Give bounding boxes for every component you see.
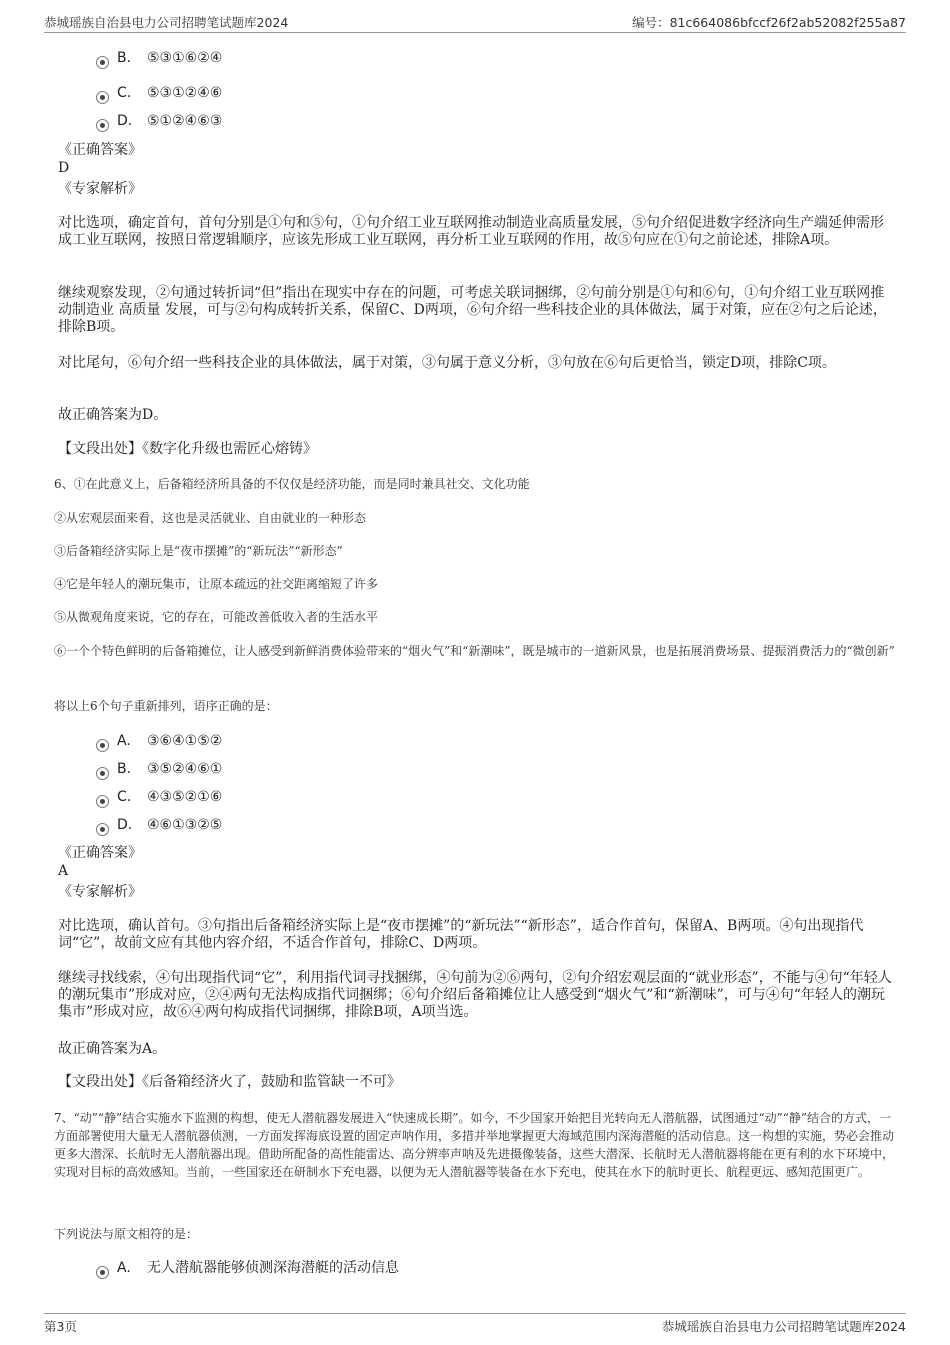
- radio-icon[interactable]: [96, 56, 109, 69]
- header-code: 编号：81c664086bfccf26f2ab52082f255a87: [632, 15, 906, 30]
- q5-analysis-p1: 对比选项，确定首句，首句分别是①句和⑤句，①句介绍工业互联网推动制造业高质量发展，⑤句介绍促进数字经济向生产端延伸需形成工业互联网，按照日常逻辑顺序，应该先形成工业互联网，再分析工业互联网的作用，故⑤句应在①句之前论述，排除A项。: [58, 215, 884, 248]
- q6-sentence-5: ⑤从微观角度来说，它的存在，可能改善低收入者的生活水平: [54, 610, 379, 624]
- option-text: ③⑥④①⑤②: [147, 733, 223, 749]
- option-text: ⑤③①②④⑥: [147, 85, 223, 101]
- q5-answer-label: 《正确答案》: [58, 142, 142, 158]
- footer-title: 恭城瑶族自治县电力公司招聘笔试题库2024: [661, 1319, 906, 1334]
- q6-answer: A: [58, 863, 69, 879]
- q6-analysis-p3: 故正确答案为A。: [58, 1041, 167, 1057]
- q7-option-a[interactable]: A. 无人潜航器能够侦测深海潜艇的活动信息: [96, 1258, 399, 1278]
- page-number: 第3页: [44, 1319, 77, 1334]
- header-title: 恭城瑶族自治县电力公司招聘笔试题库2024: [44, 15, 289, 30]
- radio-icon[interactable]: [96, 767, 109, 780]
- q5-option-d[interactable]: D. ⑤①②④⑥③: [96, 111, 222, 131]
- q6-analysis-p1: 对比选项，确认首句。③句指出后备箱经济实际上是“夜市摆摊”的“新玩法”“新形态”，适合作首句，保留A、B两项。④句出现指代词“它”，故前文应有其他内容介绍，不适合作首句，排除C、D两项。: [58, 918, 864, 951]
- q6-answer-label: 《正确答案》: [58, 845, 142, 861]
- q6-source: 【文段出处】《后备箱经济火了，鼓励和监管缺一不可》: [58, 1074, 401, 1090]
- option-text: 无人潜航器能够侦测深海潜艇的活动信息: [147, 1260, 399, 1276]
- q5-analysis-p2: 继续观察发现，②句通过转折词“但”指出在现实中存在的问题，可考虑关联词捆绑，②句前分别是①句和⑥句，①句介绍工业互联网推动制造业 高质量 发展，可与②句构成转折关系，保留C、D两项，⑥句介绍一些科技企业的具体做法，属于对策，应在②句之后论述，排除B项。: [58, 285, 887, 335]
- option-text: ③⑤②④⑥①: [147, 761, 223, 777]
- q6-sentence-2: ②从宏观层面来看，这也是灵活就业、自由就业的一种形态: [54, 511, 367, 525]
- q5-option-b[interactable]: B. ⑤③①⑥②④: [96, 48, 222, 68]
- radio-icon[interactable]: [96, 119, 109, 132]
- q6-sentence-4: ④它是年轻人的潮玩集市，让原本疏远的社交距离缩短了许多: [54, 577, 379, 591]
- q6-option-a[interactable]: A. ③⑥④①⑤②: [96, 731, 222, 751]
- q7-passage: 7、“动”“静”结合实施水下监测的构想，使无人潜航器发展进入“快速成长期”。如今，不少国家开始把目光转向无人潜航器，试图通过“动”“静”结合的方式，一方面部署使用大量无人潜航器侦测，一方面发挥海底设置的固定声呐作用，多措并举地掌握更大海域范围内深海潜艇的活动信息。这一构想的实施，势必会推动更多大潜深、长航时无人潜航器出现。借助所配备的高性能雷达、高分辨率声呐及先进摄像装备，这些大潜深、长航时无人潜航器将能在更有利的水下环境中，实现对目标的高效感知。当前，一些国家还在研制水下充电器，以便为无人潜航器等装备在水下充电，使其在水下的航时更长、航程更远、感知范围更广。: [54, 1111, 895, 1179]
- q6-analysis-label: 《专家解析》: [58, 884, 142, 900]
- option-text: ④③⑤②①⑥: [147, 789, 223, 805]
- q6-analysis-p2: 继续寻找线索，④句出现指代词“它”，利用指代词寻找捆绑，④句前为②⑥两句，②句介绍宏观层面的“就业形态”，不能与④句“年轻人的潮玩集市”形成对应，②④两句无法构成指代词捆绑；⑥句介绍后备箱摊位让人感受到“烟火气”和“新潮味”，可与④句“年轻人的潮玩集市”形成对应，故⑥④两句构成指代词捆绑，排除B项，A项当选。: [58, 970, 892, 1020]
- radio-icon[interactable]: [96, 823, 109, 836]
- q5-source: 【文段出处】《数字化升级也需匠心熔铸》: [58, 441, 317, 457]
- option-text: ⑤③①⑥②④: [147, 50, 223, 66]
- radio-icon[interactable]: [96, 795, 109, 808]
- q6-option-d[interactable]: D. ④⑥①③②⑤: [96, 815, 222, 835]
- option-text: ⑤①②④⑥③: [147, 113, 223, 129]
- page-header: [44, 10, 906, 33]
- q6-option-c[interactable]: C. ④③⑤②①⑥: [96, 787, 222, 807]
- q5-analysis-p3: 对比尾句，⑥句介绍一些科技企业的具体做法，属于对策，③句属于意义分析，③句放在⑥句后更恰当，锁定D项，排除C项。: [58, 355, 836, 371]
- q6-prompt: 将以上6个句子重新排列，语序正确的是：: [54, 699, 278, 713]
- q5-option-c[interactable]: C. ⑤③①②④⑥: [96, 83, 222, 103]
- q5-analysis-p4: 故正确答案为D。: [58, 407, 168, 423]
- page-footer: [44, 1313, 906, 1336]
- radio-icon[interactable]: [96, 739, 109, 752]
- radio-icon[interactable]: [96, 1266, 109, 1279]
- q6-option-b[interactable]: B. ③⑤②④⑥①: [96, 759, 222, 779]
- q5-analysis-label: 《专家解析》: [58, 181, 142, 197]
- q6-sentence-3: ③后备箱经济实际上是“夜市摆摊”的“新玩法”“新形态”: [54, 544, 343, 558]
- option-text: ④⑥①③②⑤: [147, 817, 223, 833]
- q5-answer: D: [58, 160, 70, 176]
- q6-sentence-1: 6、①在此意义上，后备箱经济所具备的不仅仅是经济功能，而是同时兼具社交、文化功能: [54, 477, 530, 491]
- q6-sentence-6: ⑥一个个特色鲜明的后备箱摊位，让人感受到新鲜消费体验带来的“烟火气”和“新潮味”，既是城市的一道新风景，也是拓展消费场景、提振消费活力的“微创新”: [54, 644, 895, 658]
- radio-icon[interactable]: [96, 91, 109, 104]
- q7-prompt: 下列说法与原文相符的是：: [54, 1227, 199, 1241]
